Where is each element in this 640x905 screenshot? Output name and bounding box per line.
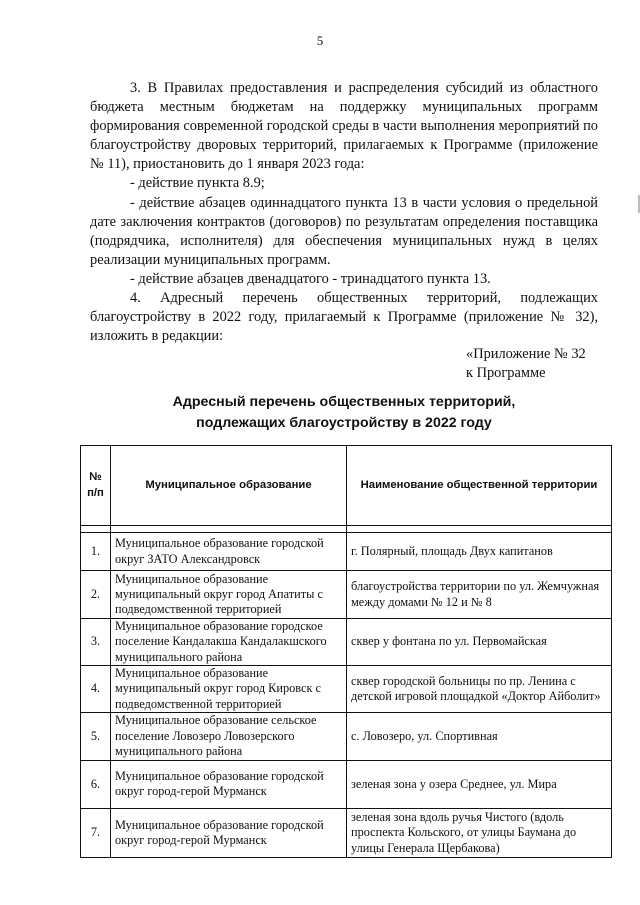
header-territory: Наименование общественной территории	[347, 446, 612, 526]
table-row	[81, 665, 612, 712]
table-header-row	[81, 446, 612, 526]
row-num: 6.	[81, 760, 111, 808]
document-body	[90, 79, 598, 346]
bullet-paragraph-11: - действие абзацев одиннадцатого пункта 13 в части условия о предельной дате заключения контрактов (договоров) по результатам определения поставщика (подрядчика, исполнителя) для обеспечения муниципальных нужд в целях реализации муниципальных программ.	[90, 194, 598, 268]
row-territory: зеленая зона вдоль ручья Чистого (вдоль проспекта Кольского, от улицы Баумана до улицы Генерала Щербакова)	[347, 808, 612, 857]
bullet-8-9: - действие пункта 8.9;	[130, 175, 265, 192]
table-row	[81, 619, 612, 666]
row-territory: благоустройства территории по ул. Жемчужная между домами № 12 и № 8	[347, 571, 612, 619]
row-municipality: Муниципальное образование городской округ город-герой Мурманск	[111, 760, 347, 808]
header-num: № п/п	[81, 446, 111, 526]
paragraph-3: 3. В Правилах предоставления и распределения субсидий из областного бюджета местным бюджетам на поддержку муниципальных программ формирования современной городской среды в части выполнения мероприятий по благоустройству дворовых территорий, прилагаемых к Программе (приложение № 11), приостановить до 1 января 2023 года:	[90, 80, 598, 173]
table-row	[81, 533, 612, 571]
table-spacer-row	[81, 526, 612, 533]
row-num: 3.	[81, 619, 111, 666]
row-territory: зеленая зона у озера Среднее, ул. Мира	[347, 760, 612, 808]
row-territory: г. Полярный, площадь Двух капитанов	[347, 533, 612, 571]
table-row	[81, 808, 612, 857]
row-num: 1.	[81, 533, 111, 571]
row-municipality: Муниципальное образование муниципальный округ город Апатиты с подведомственной территорией	[111, 571, 347, 619]
table-title-line-1: Адресный перечень общественных территорий,	[172, 394, 516, 410]
row-num: 4.	[81, 665, 111, 712]
appendix-line-1: «Приложение № 32	[466, 346, 586, 362]
row-num: 2.	[81, 571, 111, 619]
row-municipality: Муниципальное образование городской округ город-герой Мурманск	[111, 808, 347, 857]
bullet-paragraph-12-13: - действие абзацев двенадцатого - тринадцатого пункта 13.	[130, 270, 491, 287]
row-territory: сквер городской больницы по пр. Ленина с детской игровой площадкой «Доктор Айболит»	[347, 665, 612, 712]
page-number: 5	[316, 33, 324, 48]
row-municipality: Муниципальное образование муниципальный округ город Кировск с подведомственной территорией	[111, 665, 347, 712]
paragraph-4: 4. Адресный перечень общественных территорий, подлежащих благоустройству в 2022 году, прилагаемый к Программе (приложение № 32), изложить в редакции:	[90, 290, 598, 345]
table-row	[81, 760, 612, 808]
row-num: 5.	[81, 712, 111, 760]
territories-table	[80, 445, 612, 858]
row-territory: с. Ловозеро, ул. Спортивная	[347, 712, 612, 760]
row-municipality: Муниципальное образование городское поселение Кандалакша Кандалакшского муниципального района	[111, 619, 347, 666]
row-num: 7.	[81, 808, 111, 857]
appendix-reference	[466, 345, 586, 383]
table-row	[81, 712, 612, 760]
row-municipality: Муниципальное образование городской округ ЗАТО Александровск	[111, 533, 347, 571]
appendix-line-2: к Программе	[466, 365, 546, 381]
row-municipality: Муниципальное образование сельское поселение Ловозеро Ловозерского муниципального района	[111, 712, 347, 760]
table-title-line-2: подлежащих благоустройству в 2022 году	[196, 415, 492, 431]
header-municipality: Муниципальное образование	[111, 446, 347, 526]
table-title	[90, 392, 598, 434]
table-row	[81, 571, 612, 619]
row-territory: сквер у фонтана по ул. Первомайская	[347, 619, 612, 666]
